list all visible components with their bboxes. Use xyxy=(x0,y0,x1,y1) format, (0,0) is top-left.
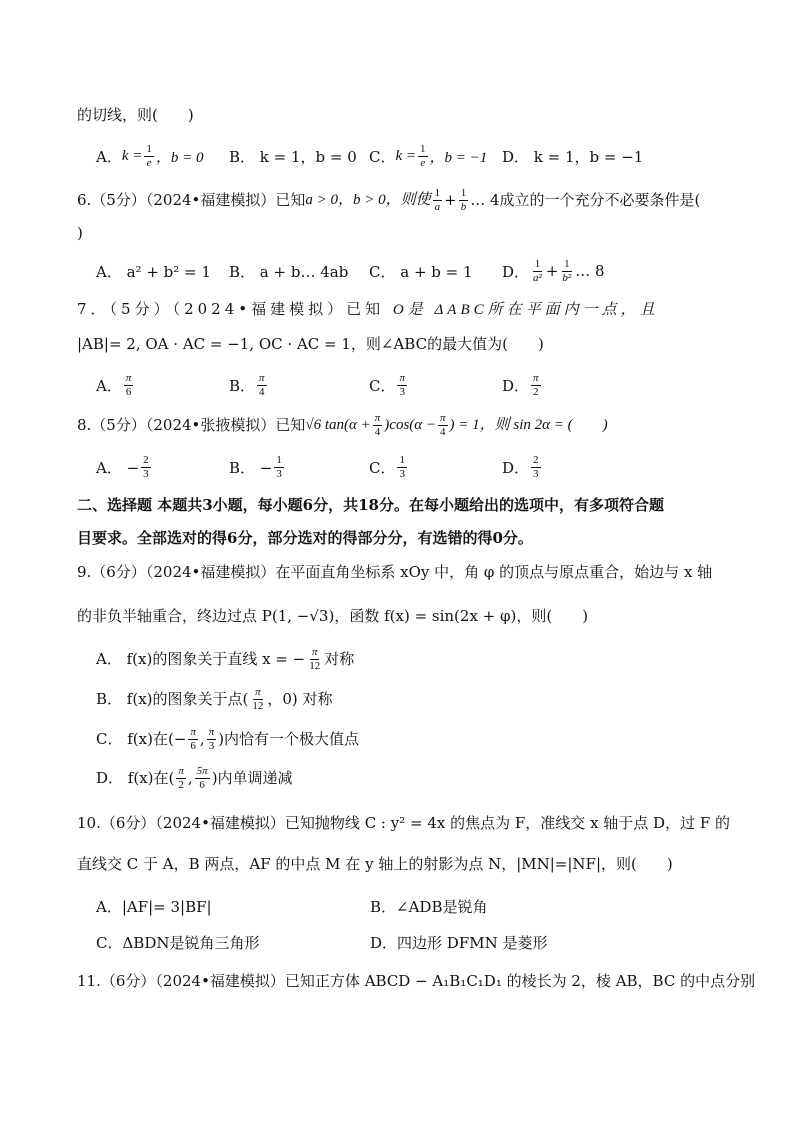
q7-option-b: B． $\frac{\pi}{4}$ xyxy=(229,371,265,398)
fraction: $\frac{\pi}{4}$ xyxy=(259,371,265,398)
q10-option-a: A．|AF|= 3|BF| xyxy=(96,898,212,916)
section-2-heading: 二、选择题 本题共3小题，每小题6分，共18分。在每小题给出的选项中，有多项符合题 xyxy=(77,496,664,514)
fraction: $\frac{\pi}{3}$ xyxy=(208,725,215,752)
fraction: $\frac{\pi}{2}$ xyxy=(178,764,184,791)
fraction: $\frac{1}{3}$ xyxy=(399,453,405,480)
q10-stem-2: 直线交 C 于 A，B 两点，AF 的中点 M 在 y 轴上的射影为点 N，|MN|=|NF|，则( ) xyxy=(77,855,673,873)
q10-option-d: D．四边形 DFMN 是菱形 xyxy=(370,934,548,952)
q5-options xyxy=(96,138,736,174)
q8-option-d: D． $\frac{2}{3}$ xyxy=(502,453,539,480)
q5-option-d: D． k = 1，b = −1 xyxy=(502,147,644,166)
q5-option-b: B． k = 1，b = 0 xyxy=(229,147,357,166)
q8-options xyxy=(96,449,736,485)
q5-option-a: A． k = $\frac{1}{e}$ ，b = 0 xyxy=(96,142,204,169)
fraction: $\frac{\pi}{2}$ xyxy=(533,371,539,398)
q7-stem: 7．（5分）（2024•福建模拟）已知 O是 ΔABC所在平面内一点，且 xyxy=(77,300,659,318)
section-2-heading-2: 目要求。全部选对的得6分，部分选对的得部分分，有选错的得0分。 xyxy=(77,529,533,547)
q10-option-c: C．ΔBDN是锐角三角形 xyxy=(96,934,260,952)
q9-option-d: D． f(x)在( $\frac{\pi}{2}$ , $\frac{5\pi}{6}$ )内单调递减 xyxy=(96,764,293,791)
q9-option-c: C． f(x)在(− $\frac{\pi}{6}$ , $\frac{\pi}{3}$ )内恰有一个极大值点 xyxy=(96,725,360,752)
fraction: $\frac{1}{e}$ xyxy=(146,142,152,169)
q6-option-b: B． a + b… 4ab xyxy=(229,262,349,281)
q6-option-c: C． a + b = 1 xyxy=(369,262,473,281)
fraction: $\frac{2}{3}$ xyxy=(533,453,539,480)
q5-tail-text: 的切线，则( ) xyxy=(77,106,194,124)
q7-option-c: C． $\frac{\pi}{3}$ xyxy=(369,371,405,398)
q10-option-b: B．∠ADB是锐角 xyxy=(370,898,488,916)
fraction: $\frac{\pi}{4}$ xyxy=(374,411,381,438)
q6-stem-end: ) xyxy=(77,224,83,242)
q8-option-a: A． − $\frac{2}{3}$ xyxy=(96,453,149,480)
fraction: $\frac{\pi}{4}$ xyxy=(440,411,446,438)
q7-stem-2: |AB|= 2, OA · AC = −1, OC · AC = 1，则∠ABC的最大值为( ) xyxy=(77,335,544,353)
fraction: $\frac{1}{e}$ xyxy=(420,142,426,169)
q6-stem: 6.（5分）（2024•福建模拟）已知 a > 0，b > 0，则使 $\frac{1}{a}$ + $\frac{1}{b}$ … 4成立的一个充分不必要条件是( xyxy=(77,186,701,213)
fraction: $\frac{\pi}{6}$ xyxy=(190,725,196,752)
fraction: $\frac{1}{3}$ xyxy=(276,453,282,480)
q7-options xyxy=(96,367,736,403)
q8-option-c: C． $\frac{1}{3}$ xyxy=(369,453,405,480)
q8-option-b: B． − $\frac{1}{3}$ xyxy=(229,453,282,480)
q9-stem: 9.（6分）（2024•福建模拟）在平面直角坐标系 xOy 中，角 φ 的顶点与原点重合，始边与 x 轴 xyxy=(77,563,713,581)
q9-option-b: B． f(x)的图象关于点( $\frac{\pi}{12}$ ，0) 对称 xyxy=(96,685,333,712)
q5-option-c: C． k = $\frac{1}{e}$ ，b = −1 xyxy=(369,142,488,169)
fraction: $\frac{2}{3}$ xyxy=(143,453,149,480)
fraction: $\frac{\pi}{12}$ xyxy=(309,645,321,672)
q11-stem: 11.（6分）（2024•福建模拟）已知正方体 ABCD − A₁B₁C₁D₁ 的棱长为 2，棱 AB，BC 的中点分别 xyxy=(77,972,756,990)
fraction: $\frac{5\pi}{6}$ xyxy=(196,764,208,791)
q6-options xyxy=(96,253,736,289)
fraction: $\frac{1}{a}$ xyxy=(434,186,441,213)
fraction: $\frac{1}{b}$ xyxy=(460,186,467,213)
q7-option-d: D． $\frac{\pi}{2}$ xyxy=(502,371,539,398)
q9-stem-2: 的非负半轴重合，终边过点 P(1, −√3)，函数 f(x) = sin(2x + φ)，则( ) xyxy=(77,607,589,625)
fraction: $\frac{\pi}{6}$ xyxy=(125,371,132,398)
q7-option-a: A． $\frac{\pi}{6}$ xyxy=(96,371,132,398)
fraction: $\frac{1}{\text{b²}}$ xyxy=(562,257,572,284)
q10-stem: 10.（6分）（2024•福建模拟）已知抛物线 C : y² = 4x 的焦点为 F，准线交 x 轴于点 D，过 F 的 xyxy=(77,814,731,832)
q8-stem: 8.（5分）（2024•张掖模拟）已知 √6 tan(α + $\frac{\pi}{4}$ )cos(α − $\frac{\pi}{4}$ ) = 1，则 sin 2α = ( ) xyxy=(77,411,608,438)
fraction: $\frac{\pi}{3}$ xyxy=(399,371,405,398)
q9-option-a: A． f(x)的图象关于直线 x = − $\frac{\pi}{12}$ 对称 xyxy=(96,645,355,672)
q6-option-d: D． $\frac{1}{\text{a²}}$ + $\frac{1}{\text{b²}}$ … 8 xyxy=(502,257,605,284)
fraction: $\frac{1}{\text{a²}}$ xyxy=(533,257,542,284)
q6-option-a: A． a² + b² = 1 xyxy=(96,262,211,281)
fraction: $\frac{\pi}{12}$ xyxy=(252,685,264,712)
